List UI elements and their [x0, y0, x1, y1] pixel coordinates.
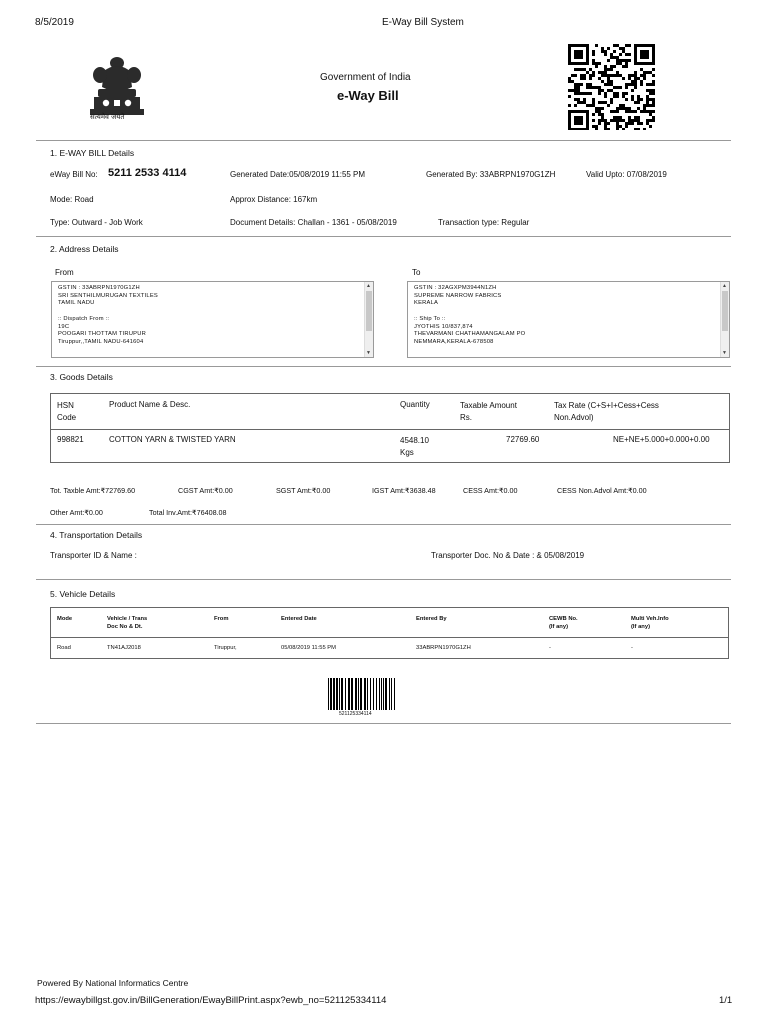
emblem-icon [84, 53, 150, 133]
vehicle-entered-by: 33ABRPN1970G1ZH [416, 645, 471, 651]
cgst-amount: CGST Amt:₹0.00 [178, 486, 233, 495]
to-address-box[interactable] [407, 281, 730, 358]
divider [36, 579, 731, 580]
divider [36, 366, 731, 367]
ewb-number-label: eWay Bill No: [50, 170, 98, 179]
from-label: From [55, 268, 74, 277]
vehicle-number: TN41AJ2018 [107, 645, 141, 651]
generated-date: Generated Date:05/08/2019 11:55 PM [230, 170, 366, 179]
scroll-up-icon[interactable]: ▲ [366, 283, 371, 289]
transport-mode: Mode: Road [50, 195, 94, 204]
section-vehicle-heading: 5. Vehicle Details [50, 589, 116, 599]
goods-tax-rate: NE+NE+5.000+0.000+0.00 [613, 435, 710, 444]
vehicle-multi: - [631, 645, 633, 651]
cess-amount: CESS Amt:₹0.00 [463, 486, 518, 495]
goods-header-hsn: HSN Code [57, 401, 77, 422]
section-address-heading: 2. Address Details [50, 244, 119, 254]
scroll-up-icon[interactable]: ▲ [722, 283, 727, 289]
total-taxable: Tot. Taxble Amt:₹72769.60 [50, 486, 136, 495]
vehicle-table [50, 607, 729, 659]
section-goods-heading: 3. Goods Details [50, 372, 113, 382]
qr-code-icon [568, 44, 656, 132]
to-address-text: GSTIN : 32AGXPM3944N1ZH SUPREME NARROW FABRICS KERALA :: Ship To :: JYOTHIS 10/837,874 THEVARMANI CHATHAMANGALAM PO NEMMARA,KERALA-678508 [414, 285, 526, 345]
valid-upto: Valid Upto: 07/08/2019 [586, 170, 667, 179]
vehicle-header-from: From [214, 616, 229, 622]
from-address-text: GSTIN : 33ABRPN1970G1ZH SRI SENTHILMURUGAN TEXTILES TAMIL NADU :: Dispatch From :: 19C POOGARI THOTTAM TIRUPUR Tiruppur,,TAMIL NADU-641604 [58, 285, 158, 345]
generated-by: Generated By: 33ABRPN1970G1ZH [426, 170, 556, 179]
goods-table [50, 393, 730, 463]
vehicle-header-entered-date: Entered Date [281, 616, 317, 622]
cess-non-advol-amount: CESS Non.Advol Amt:₹0.00 [557, 486, 647, 495]
bill-type: Type: Outward - Job Work [50, 218, 143, 227]
scroll-down-icon[interactable]: ▼ [722, 350, 727, 356]
vehicle-header-multi: Multi Veh.Info (If any) [631, 616, 669, 630]
transporter-id-name: Transporter ID & Name : [50, 551, 137, 560]
powered-by: Powered By National Informatics Centre [37, 978, 189, 988]
goods-header-taxable: Taxable Amount Rs. [460, 401, 517, 422]
goods-header-quantity: Quantity [400, 400, 430, 409]
government-title: Government of India [320, 72, 411, 83]
divider [36, 723, 731, 724]
emblem-motto: सत्यमेव जयते [90, 113, 125, 121]
vehicle-cewb: - [549, 645, 551, 651]
to-address-scrollbar[interactable] [720, 282, 729, 357]
goods-header-tax-rate: Tax Rate (C+S+I+Cess+Cess Non.Advol) [554, 401, 659, 422]
section-transport-heading: 4. Transportation Details [50, 530, 143, 540]
barcode-number: 521125334114 [339, 711, 372, 717]
barcode-icon [327, 678, 397, 712]
from-address-box[interactable] [51, 281, 374, 358]
igst-amount: IGST Amt:₹3638.48 [372, 486, 436, 495]
to-label: To [412, 268, 421, 277]
total-invoice-amount: Total Inv.Amt:₹76408.08 [149, 508, 227, 517]
vehicle-header-cewb: CEWB No. (If any) [549, 616, 578, 630]
print-url: https://ewaybillgst.gov.in/BillGeneration/EwayBillPrint.aspx?ewb_no=521125334114 [35, 995, 387, 1006]
divider [36, 236, 731, 237]
vehicle-header-entered-by: Entered By [416, 616, 447, 622]
divider [36, 524, 731, 525]
ewb-number: 5211 2533 4114 [108, 167, 187, 179]
print-page-number: 1/1 [719, 995, 733, 1006]
section-ewb-heading: 1. E-WAY BILL Details [50, 148, 135, 158]
scroll-down-icon[interactable]: ▼ [366, 350, 371, 356]
goods-header-product: Product Name & Desc. [109, 400, 191, 409]
transaction-type: Transaction type: Regular [438, 218, 530, 227]
print-date: 8/5/2019 [35, 17, 74, 28]
vehicle-mode: Road [57, 645, 71, 651]
sgst-amount: SGST Amt:₹0.00 [276, 486, 331, 495]
vehicle-from: Tiruppur, [214, 645, 237, 651]
goods-quantity: 4548.10 Kgs [400, 436, 429, 457]
goods-taxable-amount: 72769.60 [506, 435, 540, 444]
vehicle-header-vehicle: Vehicle / Trans Doc No & Dt. [107, 616, 148, 630]
goods-hsn: 998821 [57, 435, 84, 444]
document-details: Document Details: Challan - 1361 - 05/08/2019 [230, 218, 397, 227]
other-amount: Other Amt:₹0.00 [50, 508, 103, 517]
from-address-scrollbar[interactable] [364, 282, 373, 357]
vehicle-header-mode: Mode [57, 616, 73, 622]
vehicle-entered-date: 05/08/2019 11:55 PM [281, 645, 337, 651]
goods-product: COTTON YARN & TWISTED YARN [109, 435, 236, 444]
divider [36, 140, 731, 141]
print-page-title: E-Way Bill System [382, 17, 464, 28]
transporter-doc: Transporter Doc. No & Date : & 05/08/2019 [431, 551, 585, 560]
document-title: e-Way Bill [337, 88, 399, 103]
approx-distance: Approx Distance: 167km [230, 195, 318, 204]
